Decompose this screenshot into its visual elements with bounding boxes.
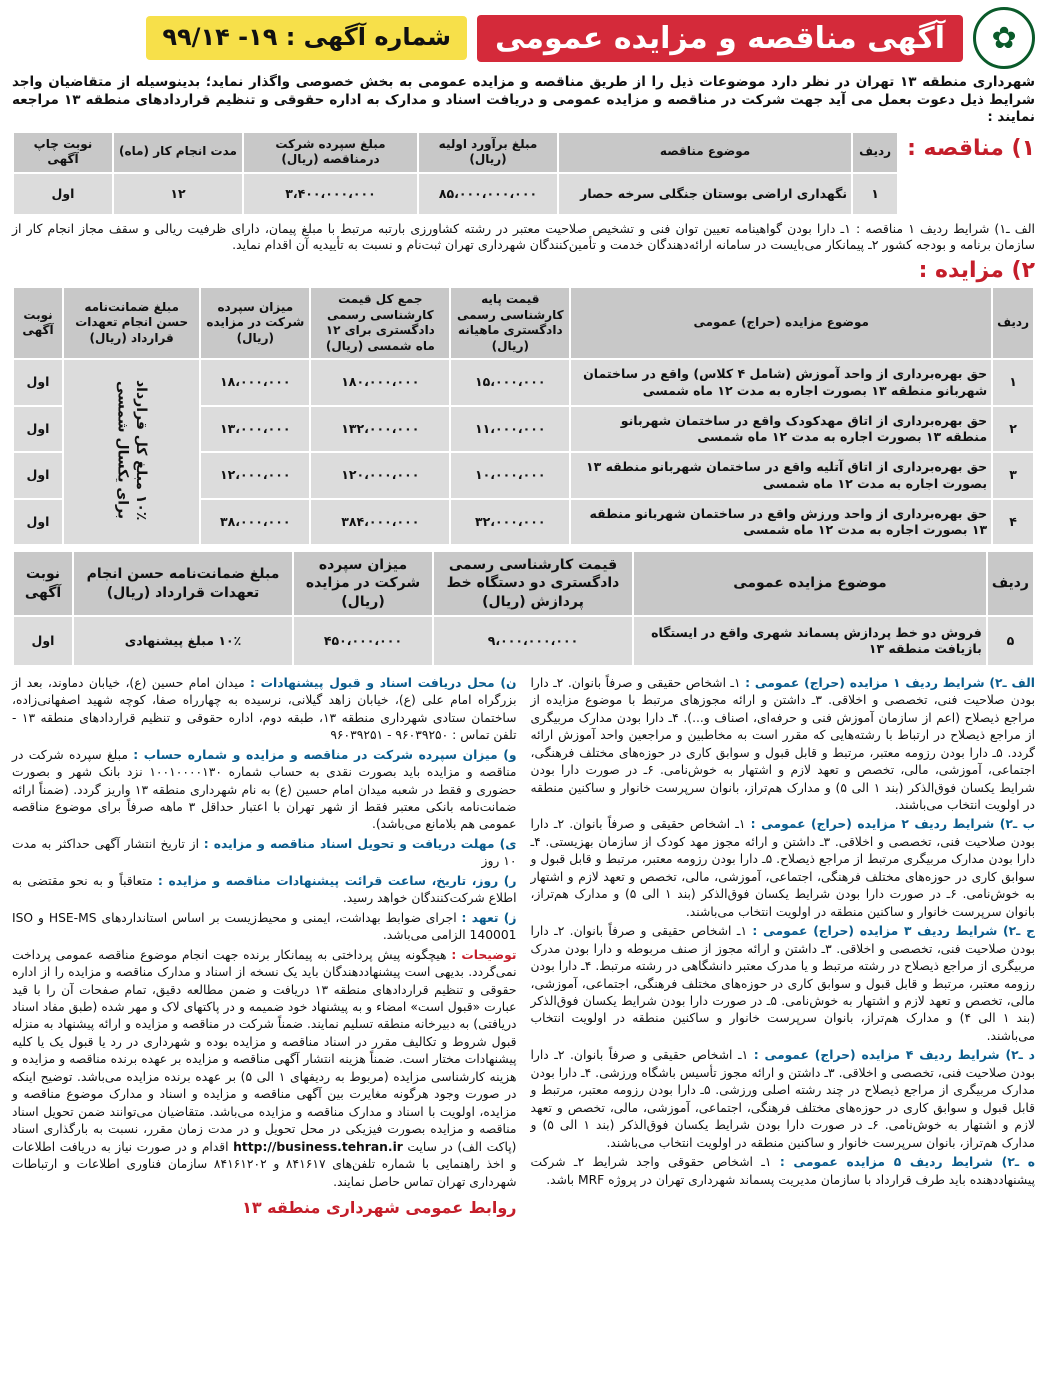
auction-cell-print: اول [13, 499, 63, 546]
info-heading: ی) مهلت دریافت و تحویل اسناد مناقصه و مزایده : [203, 836, 517, 851]
auction-cell-monthly: ۱۰،۰۰۰،۰۰۰ [450, 452, 570, 499]
condition-text: ۱ـ اشخاص حقیقی و صرفاً بانوان. ۲ـ دارا بودن صلاحیت فنی، تخصصی و اخلاقی. ۳ـ داشتن و ارائه مجوز تأسیس باشگاه ورزشی. ۴ـ دارا بودن مدارک مربیگری از مراجع ذیصلاح در چند رشته اصلی ورزشی. ۵ـ دارا بودن رزومه معتبر، مرتبط و قابل قبول و سوابق کاری در حوزه‌های مختلف فرهنگی، اجتماعی، آموزشی، مالی، تخصص و تعهد لازم و اشتهار به خوش‌نامی. ۶ـ در صورت دارا بودن شرایط یکسان فوق‌الذکر (بند ۱ الی ۵) و مدارک هم‌تراز، بانوان سرپرست خانوار و ساکنین منطقه در اولویت انتخاب می‌باشند. [530, 1048, 1035, 1150]
auction-cell-deposit: ۳۸،۰۰۰،۰۰۰ [200, 499, 310, 546]
condition-text: ۱ـ اشخاص حقیقی و صرفاً بانوان. ۲ـ دارا بودن صلاحیت فنی، تخصصی و اخلاقی. ۳ـ داشتن و ارائه مجوزهای مرتبط با موضوع مزایده از مراجع ذیصلاح (اعم از سازمان آموزش فنی و حرفه‌ای، اصناف و...). ۴ـ دارا بودن مدارک مربیگری از مراجع ذیصلاح در ارتباط با رشته‌هایی که مقرر است به مخاطبین و مراجعین واحد آموزش ارائه گردد. ۵ـ دارا بودن رزومه معتبر، مرتبط و قابل قبول و سوابق کاری در حوزه‌های مختلف فرهنگی، اجتماعی، آموزشی، مالی، تخصص و تعهد لازم و اشتهار به خوش‌نامی. ۶ـ در صورت دارا بودن شرایط یکسان فوق‌الذکر (بند ۱ الی ۵) و مدارک هم‌تراز، بانوان سرپرست خانوار و ساکنین منطقه در اولویت انتخاب می‌باشند. [530, 675, 1035, 813]
auction-cell-total: ۱۳۲،۰۰۰،۰۰۰ [310, 406, 450, 453]
condition-heading: د ـ۲) شرایط ردیف ۴ مزایده (حراج) عمومی : [753, 1048, 1035, 1063]
auction-cell-monthly: ۱۵،۰۰۰،۰۰۰ [450, 359, 570, 406]
auction-header-subject: موضوع مزایده (حراج) عمومی [570, 287, 992, 359]
auction-cell-monthly: ۱۱،۰۰۰،۰۰۰ [450, 406, 570, 453]
auction2-cell-price: ۹،۰۰۰،۰۰۰،۰۰۰ [433, 616, 633, 666]
condition-heading: ب ـ۲) شرایط ردیف ۲ مزایده (حراج) عمومی : [750, 817, 1036, 832]
auction-cell-deposit: ۱۸،۰۰۰،۰۰۰ [200, 359, 310, 406]
auction2-cell-deposit: ۴۵۰،۰۰۰،۰۰۰ [293, 616, 433, 666]
auction2-header-subject: موضوع مزایده عمومی [633, 551, 987, 616]
info-block [12, 910, 517, 945]
tender-cell-row: ۱ [852, 173, 898, 215]
tender-cell-duration: ۱۲ [113, 173, 243, 215]
auction-header-deposit: میزان سپرده شرکت در مزایده (ریال) [200, 287, 310, 359]
auction-cell-total: ۱۲۰،۰۰۰،۰۰۰ [310, 452, 450, 499]
condition-block [531, 816, 1036, 921]
auction-header-print: نوبت آگهی [13, 287, 63, 359]
auction2-header-price: قیمت کارشناسی رسمی دادگستری دو دستگاه خط پردازش (ریال) [433, 551, 633, 616]
condition-heading: الف ـ۲) شرایط ردیف ۱ مزایده (حراج) عمومی : [745, 675, 1035, 690]
info-text: مبلغ سپرده شرکت در مناقصه و مزایده باید بصورت نقدی به حساب شماره ۱۰۰۱۰۰۰۰۱۳۰ نزد بانک شهر و بصورت حضوری و فقط در شعبه میدان امام حسین (ع) به نام شهرداری منطقه ۱۳ واریز گردد. (ضمناً ارائه ضمانت‌نامه بانکی معتبر فقط از شهر تهران با اعتبار حداقل ۳ ماهه صرفاً برای موضوع مناقصه عمومی هم بلامانع می‌باشد). [12, 747, 517, 832]
auction-cell-subject: حق بهره‌برداری از اتاق آتلیه واقع در ساختمان شهربانو منطقه ۱۳ بصورت اجاره به مدت ۱۲ ماه شمسی [570, 452, 992, 499]
auction-cell-total: ۳۸۴،۰۰۰،۰۰۰ [310, 499, 450, 546]
info-text: از تاریخ انتشار آگهی حداکثر به مدت ۱۰ روز [12, 836, 517, 869]
auction-conditions-column [531, 675, 1036, 1220]
info-block [12, 747, 517, 834]
tender-header-subject: موضوع مناقصه [558, 132, 852, 173]
auction2-header-print: نوبت آگهی [13, 551, 73, 616]
tender-header-duration: مدت انجام کار (ماه) [113, 132, 243, 173]
auction-cell-guarantee [63, 359, 200, 545]
info-text: میدان امام حسین (ع)، خیابان دماوند، بعد از بزرگراه امام علی (ع)، خیابان زاهد گیلانی، نرسیده به چهارراه صفا، کوچه شهید اصفهانی‌زاده، ساختمان ستادی شهرداری منطقه ۱۳، طبقه دوم، اداره حقوقی و تنظیم قراردادهای منطقه ۱۳ - تلفن تماس : ۹۶۰۳۹۲۵۰ - ۹۶۰۳۹۲۵۱ [12, 675, 517, 743]
auction-header-monthly: قیمت پایه کارشناسی رسمی دادگستری ماهیانه (ریال) [450, 287, 570, 359]
tender-header-deposit: مبلغ سپرده شرکت درمناقصه (ریال) [243, 132, 418, 173]
condition-heading: ه ـ۲) شرایط ردیف ۵ مزایده عمومی : [779, 1155, 1035, 1170]
table-row [13, 359, 1034, 406]
table-row [13, 173, 898, 215]
auction-cell-subject: حق بهره‌برداری از اتاق مهدکودک واقع در ساختمان شهربانو منطقه ۱۳ بصورت اجاره به مدت ۱۲ ماه شمسی [570, 406, 992, 453]
auction-header-guarantee: مبلغ ضمانت‌نامه حسن انجام تعهدات قرارداد (ریال) [63, 287, 200, 359]
info-heading: ز) تعهد : [461, 910, 517, 925]
info-text: اقدام و در صورت نیاز به دریافت اطلاعات و اخذ راهنمایی با شماره تلفن‌های ۸۴۱۶۱۷ و ۸۴۱۶۱۲۰۲ سازمان فناوری اطلاعات و ارتباطات شهرداری تهران تماس حاصل نمایند. [12, 1139, 517, 1189]
auction-section-title: ۲) مزایده : [918, 258, 1035, 284]
info-heading: توضیحات : [451, 947, 517, 962]
auction-cell-subject: حق بهره‌برداری از واحد آموزش (شامل ۴ کلاس) واقع در ساختمان شهربانو منطقه ۱۳ بصورت اجاره به مدت ۱۲ ماه شمسی [570, 359, 992, 406]
condition-block [531, 1047, 1036, 1152]
footer-signature: روابط عمومی شهرداری منطقه ۱۳ [242, 1198, 517, 1217]
tender-header-print: نوبت چاپ آگهی [13, 132, 113, 173]
header [12, 8, 1035, 68]
website-link[interactable]: http://business.tehran.ir [233, 1139, 403, 1154]
table-row [13, 616, 1034, 666]
tender-cell-deposit: ۳،۴۰۰،۰۰۰،۰۰۰ [243, 173, 418, 215]
info-heading: و) میزان سپرده شرکت در مناقصه و مزایده و شماره حساب : [133, 747, 517, 762]
info-block [12, 873, 517, 908]
info-text: اجرای ضوابط بهداشت، ایمنی و محیط‌زیست بر اساس استانداردهای HSE-MS و ISO 140001 الزامی می‌باشد. [12, 910, 517, 943]
municipality-logo-icon: ✿ [973, 7, 1035, 69]
tender-conditions: الف ـ۱) شرایط ردیف ۱ مناقصه : ۱ـ دارا بودن گواهینامه تعیین توان فنی و تشخیص صلاحیت معتبر در رشته کشاورزی بارتبه مرتبط با مبلغ پیمان، دارای ظرفیت ریالی و سقف مجاز انجام کار از سازمان برنامه و بودجه کشور ۲ـ پیمانکار می‌بایست در سامانه ارائه‌دهندگان خدمت و تأمین‌کنندگان شهرداری تهران ثبت‌نام و نسبت به تأییدیه آن اقدام نماید. [12, 220, 1036, 253]
tender-section-title: ۱) مناقصه : [907, 135, 1035, 161]
info-block [12, 836, 517, 871]
auction-cell-row: ۲ [992, 406, 1034, 453]
auction2-cell-subject: فروش دو خط پردازش پسماند شهری واقع در ایستگاه بازیافت منطقه ۱۳ [633, 616, 987, 666]
info-heading: ر) روز، تاریخ، ساعت قرائت پیشنهادات مناقصه و مزایده : [157, 873, 517, 888]
auction2-cell-row: ۵ [987, 616, 1034, 666]
auction2-table [12, 550, 1035, 667]
auction2-header-row: ردیف [987, 551, 1034, 616]
condition-text: ۱ـ اشخاص حقوقی واجد شرایط ۲ـ شرکت پیشنهاددهنده باید طرف قرارداد با سازمان مدیریت پسماند شهرداری تهران در پروژه MRF باشد. [530, 1155, 1035, 1187]
auction2-cell-guarantee: ۱۰٪ مبلغ پیشنهادی [73, 616, 293, 666]
intro-text: شهرداری منطقه ۱۳ تهران در نظر دارد موضوعات ذیل را از طریق مناقصه و مزایده عمومی به بخش خصوصی واگذار نماید؛ بدینوسیله از متقاضیان واجد شرایط ذیل دعوت بعمل می آید جهت شرکت در مناقصه و مزایده عمومی و دریافت اسناد و مدارک به اداره حقوقی و تنظیم قراردادهای منطقه ۱۳ مراجعه نمایند : [12, 74, 1035, 126]
tender-cell-estimate: ۸۵،۰۰۰،۰۰۰،۰۰۰ [418, 173, 558, 215]
auction-cell-print: اول [13, 406, 63, 453]
general-info-column [12, 675, 517, 1220]
tender-header-estimate: مبلغ برآورد اولیه (ریال) [418, 132, 558, 173]
auction-cell-monthly: ۳۲،۰۰۰،۰۰۰ [450, 499, 570, 546]
auction-cell-deposit: ۱۲،۰۰۰،۰۰۰ [200, 452, 310, 499]
info-block [12, 947, 517, 1191]
condition-text: ۱ـ اشخاص حقیقی و صرفاً بانوان. ۲ـ دارا بودن صلاحیت فنی، تخصصی و اخلاقی. ۳ـ داشتن و ارائه مجوز از صنف مربوطه و دارا بودن مدرک مربیگری از مراجع ذیصلاح در رشته مرتبط و یا مدرک معتبر دانشگاهی در رشته مرتبط. ۴ـ دارا بودن رزومه معتبر، مرتبط و قابل قبول و سوابق کاری در حوزه‌های مختلف فرهنگی، اجتماعی، آموزشی، مالی، تخصص و تعهد لازم و اشتهار به خوش‌نامی. ۵ـ در صورت دارا بودن شرایط یکسان فوق‌الذکر (بند ۱ الی ۴) و مدارک هم‌تراز، بانوان سرپرست خانوار و ساکنین منطقه در اولویت انتخاب می‌باشند. [530, 924, 1036, 1043]
conditions-columns [12, 675, 1035, 1220]
auction2-cell-print: اول [13, 616, 73, 666]
tender-cell-print: اول [13, 173, 113, 215]
info-text: متعاقباً و به نحو مقتضی به اطلاع شرکت‌کنندگان خواهد رسید. [12, 873, 517, 906]
auction-cell-row: ۴ [992, 499, 1034, 546]
auction-header-total: جمع کل قیمت کارشناسی رسمی دادگستری برای ۱۲ ماه شمسی (ریال) [310, 287, 450, 359]
condition-block [531, 923, 1036, 1045]
auction-cell-print: اول [13, 359, 63, 406]
notice-title: آگهی مناقصه و مزایده عمومی [477, 15, 963, 62]
condition-heading: ج ـ۲) شرایط ردیف ۳ مزایده (حراج) عمومی : [752, 924, 1035, 939]
auction-cell-subject: حق بهره‌برداری از واحد ورزش واقع در ساختمان شهربانو منطقه ۱۳ بصورت اجاره به مدت ۱۲ ماه شمسی [570, 499, 992, 546]
tender-cell-subject: نگهداری اراضی بوستان جنگلی سرخه حصار [558, 173, 852, 215]
auction2-header-deposit: میزان سپرده شرکت در مزایده (ریال) [293, 551, 433, 616]
info-block [12, 675, 517, 745]
auction2-header-guarantee: مبلغ ضمانت‌نامه حسن انجام تعهدات قرارداد (ریال) [73, 551, 293, 616]
auction-cell-row: ۱ [992, 359, 1034, 406]
condition-block [531, 675, 1036, 815]
auction-cell-row: ۳ [992, 452, 1034, 499]
info-heading: ن) محل دریافت اسناد و قبول پیشنهادات : [250, 675, 517, 690]
auction-cell-deposit: ۱۳،۰۰۰،۰۰۰ [200, 406, 310, 453]
info-text: هیچگونه پیش پرداختی به پیمانکار برنده جهت انجام موضوع مناقصه عمومی پرداخت نمی‌گردد. بدیهی است پیشنهاددهندگان باید یک نسخه از اسناد و مدارک مناقصه و مزایده را از اداره حقوقی و تنظیم قراردادهای منطقه ۱۳ دریافت و ضمن مطالعه دقیق، تمام صفحات آن را با قید عبارت «قبول است» امضاء و به پیشنهاد خود ضمیمه و در پاکتهای لاک و مهر شده (طبق مفاد اسناد دریافتی) به دبیرخانه منطقه تسلیم نمایند. ضمناً شرکت در مناقصه و مزایده و ارائه پیشنهاد به منزله قبول شروط و تکالیف مقرر در اسناد مناقصه و مزایده بوده و شهرداری در رد یا قبول یک یا کلیه پیشنهادات مختار است. ضمناً هزینه انتشار آگهی مناقصه و مزایده بر عهده برنده مناقصه و مزایده و هزینه کارشناسی مزایده (مربوط به ردیفهای ۱ الی ۵) بر عهده برنده مزایده می‌باشد. توضیح اینکه در صورت وجود هرگونه مغایرت بین آگهی مناقصه و مزایده و اسناد و مدارک موضوع مناقصه و مزایده، اولویت با اسناد و مدارک مناقصه و مزایده می‌باشد. متقاضیان می‌توانند ضمن تحویل اسناد مناقصه و مزایده بصورت فیزیکی در محل تحویل و در مدت زمان مقرر، نسبت به بارگذاری اسناد (پاکت الف) در سایت [12, 947, 517, 1154]
auction-header-row: ردیف [992, 287, 1034, 359]
auction-cell-total: ۱۸۰،۰۰۰،۰۰۰ [310, 359, 450, 406]
auction-cell-print: اول [13, 452, 63, 499]
tender-header-row: ردیف [852, 132, 898, 173]
tender-table [12, 131, 899, 216]
condition-block [531, 1154, 1036, 1189]
condition-text: ۱ـ اشخاص حقیقی و صرفاً بانوان. ۲ـ دارا بودن صلاحیت فنی، تخصصی و اخلاقی. ۳ـ داشتن و ارائه مجوز مهد کودک از سازمان بهزیستی. ۴ـ دارا بودن مدارک مربیگری مرتبط از مراجع ذیصلاح. ۵ـ دارا بودن رزومه معتبر، مرتبط و قابل قبول و سوابق کاری در حوزه‌های مختلف فرهنگی، اجتماعی، آموزشی، مالی، تخصص و تعهد لازم و اشتهار به خوش‌نامی. ۶ـ در صورت دارا بودن شرایط یکسان فوق‌الذکر (بند ۱ الی ۵) و مدارک هم‌تراز، بانوان سرپرست خانوار و ساکنین منطقه در اولویت انتخاب می‌باشند. [530, 817, 1035, 919]
auction-guarantee-text: ۱۰٪ مبلغ کل قرارداد برای یکسال شمسی [114, 379, 149, 521]
notice-number: شماره آگهی : ۱۹- ۹۹/۱۴ [146, 16, 467, 59]
auction-table [12, 286, 1035, 546]
